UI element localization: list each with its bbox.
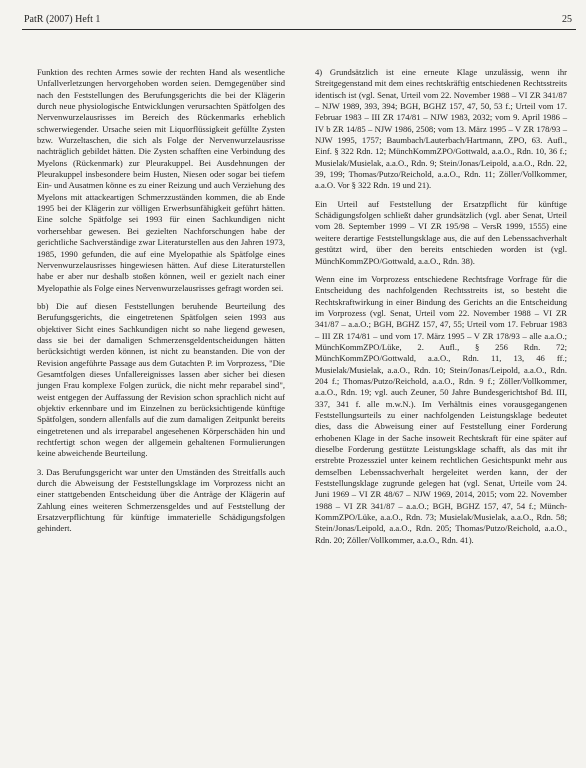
paragraph: bb) Die auf diesen Feststellungen beruhende Beurteilung des Berufungsgerichts, die eingetretenen Spätfolgen seien 1993 aus objektiver Sicht eines Sachkundigen nicht so nahe liegend gewesen, dass sie bei der damaligen Schmerzensgeldentscheidungen hätten berücksichtigt werden können, ist nicht zu beanstanden. Die von der Revision angeführte Passage aus dem Gutachten P. im Vorprozess, "Die Gesamtfolgen dieses Unfallereignisses lassen aber sicher bei diesen jungen Frau komplexe Folgen zurück, die nicht mehr reparabel sind", weist entgegen der Auffassung der Revision schon sprachlich nicht auf objektiv erkennbare und im Einzelnen zu berücksichtigende künftige Spätfolgen, sondern allenfalls auf die zum damaligen Zeitpunkt bereits eingetretenen und als irreparabel angesehenen Körperschäden hin und rechtfertigt schon wegen der allgemein gehaltenen Formulierungen keine abweichende Beurteilung. bbox=[37, 300, 285, 459]
page-number: 25 bbox=[562, 14, 572, 25]
paragraph: 3. Das Berufungsgericht war unter den Umständen des Streitfalls auch durch die Abweisung der Feststellungsklage im Vorprozess nicht an einer stattgebenden Entscheidung über die Anträge der Klägerin auf Zahlung eines weiteren Schmerzensgeldes und auf Feststellung der Ersatzverpflichtung für künftige immaterielle Schädigungsfolgen gehindert. bbox=[37, 466, 285, 534]
paragraph: Wenn eine im Vorprozess entschiedene Rechtsfrage Vorfrage für die Entscheidung des nachfolgenden Rechtsstreits ist, so besteht die Rechtskraftwirkung in einer Bindung des Gerichts an die Entscheidung im Vorprozess (vgl. Senat, Urteil vom 22. November 1988 – VI ZR 341/87 – a.a.O.; BGH, BGHZ 157, 47, 55; Urteil vom 17. Februar 1983 – III ZR 174/81 – und vom 17. März 1995 – V ZR 178/93 – alle a.a.O.; MünchKommZPO/Lüke, 2. Aufl., § 256 Rdn. 72; MünchKommZPO/Gottwald, a.a.O., Rdn. 11, 13, 46 ff.; Musielak/Musielak, a.a.O., Rdn. 10; Stein/Jonas/Leipold, a.a.O., Rdn. 204 f.; Thomas/Putzo/Reichold, a.a.O., Rdn. 9 f.; Zöller/Vollkommer, a.a.O., Rdn. 19; vgl. auch Zeuner, 50 Jahre Bundesgerichtshof Bd. III, 337, 341 f. alle m.w.N.). Im Verhältnis eines vorausgegangenen Feststellungsurteils zu einer nachfolgenden Leistungsklage bedeutet dies, dass die Abweisung einer auf Feststellung einer Forderung erhobenen Klage in der Sache insoweit Rechtskraft für eine später auf dieselbe Forderung gestützte Leistungsklage schafft, als das mit ihr erstrebte Prozessziel unter keinem rechtlichen Gesichtspunkt mehr aus demselben Lebenssachverhalt hergeleitet werden kann, der der Feststellungsklage zugrunde gelegen hat (vgl. Senat, Urteile vom 24. Juni 1969 – VI ZR 48/67 – NJW 1969, 2014, 2015; vom 22. November 1988 – VI ZR 341/87 – a.a.O.; BGH, BGHZ 157, 47, 54 f.; Münch-KommZPO/Lüke, a.a.O., Rdn. 73; Musielak/Musielak, a.a.O., Rdn. 58; Stein/Jonas/Leipold, a.a.O., Rdn. 205; Thomas/Putzo/Reichold, a.a.O., Rdn. 20; Zöller/Vollkommer, a.a.O., Rdn. 41). bbox=[315, 273, 567, 545]
right-column bbox=[315, 67, 567, 553]
header-rule bbox=[22, 29, 576, 30]
left-column bbox=[37, 67, 285, 542]
paragraph: Ein Urteil auf Feststellung der Ersatzpflicht für künftige Schädigungsfolgen schließt daher grundsätzlich (vgl. aber Senat, Urteil vom 28. September 1999 – VI ZR 195/98 – VersR 1999, 1555) eine weitere derartige Feststellungsklage aus, die auf den Lebenssachverhalt gestützt wird, über den bereits entschieden worden ist (vgl. MünchKommZPO/Gottwald, a.a.O., Rdn. 38). bbox=[315, 198, 567, 266]
paragraph: Funktion des rechten Armes sowie der rechten Hand als wesentliche Unfallverletzungen hervorgehoben worden seien. Demgegenüber sind nach den Feststellungen des Berufungsgerichts die bei der Klägerin durch neue physiologische Entwicklungen verursachten Spätfolgen des Nervenwurzelausrisses im Bereich des Rückenmarks erheblich schwerwiegender. Ursache seien mit Liquorflüssigkeit gefüllte Zysten bzw. Wurzeltaschen, die sich als Folge der Nervenwurzelausrisse nachträglich gebildet hätten. Die Zysten schafften eine Verbindung des Myelons (Rückenmark) zur Pleurakuppel. Bei Ausdehnungen der Pleurakuppel insbesondere beim Husten, Niesen oder sogar bei tiefem Ein- und Ausatmen könne es zu einer Reizung und auch Verziehung des Myelons mit attackeartigen Schmerzzuständen kommen, die ab Ende 1995 bei der Klägerin zur völligen Erwerbsunfähigkeit geführt hätten. Eine solche Spätfolge sei 1993 für einen Sachkundigen nicht vorhersehbar gewesen. Bei gezielten Nachforschungen habe der gerichtliche Sachverständige zwar Literaturstellen aus den Jahren 1973, 1985, 1990 gefunden, die auf eine Myelopathie als Spätfolge eines Nervenwurzelausrisses hingewiesen hätten. Auf diese Literaturstellen habe er aber nur deshalb stoßen können, weil er gezielt nach einer Myelopathie als Folge eines Nervenwurzelausrisses gefragt worden sei. bbox=[37, 67, 285, 293]
paragraph: 4) Grundsätzlich ist eine erneute Klage unzulässig, wenn ihr Streitgegenstand mit dem eines rechtskräftig entschiedenen Rechtsstreits identisch ist (vgl. Senat, Urteil vom 22. November 1988 – VI ZR 341/87 – NJW 1989, 393, 394; BGH, BGHZ 157, 47, 50, 53 f.; Urteil vom 17. Februar 1983 – III ZR 174/81 – NJW 1983, 2032; vom 9. April 1986 – IV b ZR 14/85 – NJW 1986, 2508; vom 13. März 1995 – V ZR 178/93 – NJW 1995, 1757; Baumbach/Lauterbach/Hartmann, ZPO, 63. Aufl., Einf. § 322 Rdn. 12; MünchKommZPO/Gottwald, a.a.O., Rdn. 10, 36 f.; Musielak/Musielak, a.a.O., Rdn. 9; Stein/Jonas/Leipold, a.a.O., Rdn. 22, 39, 199; Thomas/Putzo/Reichold, a.a.O., Rdn. 11; Zöller/Vollkommer, a.a.O. Vor § 322 Rdn. 19 und 21). bbox=[315, 67, 567, 191]
journal-citation: PatR (2007) Heft 1 bbox=[24, 14, 101, 25]
